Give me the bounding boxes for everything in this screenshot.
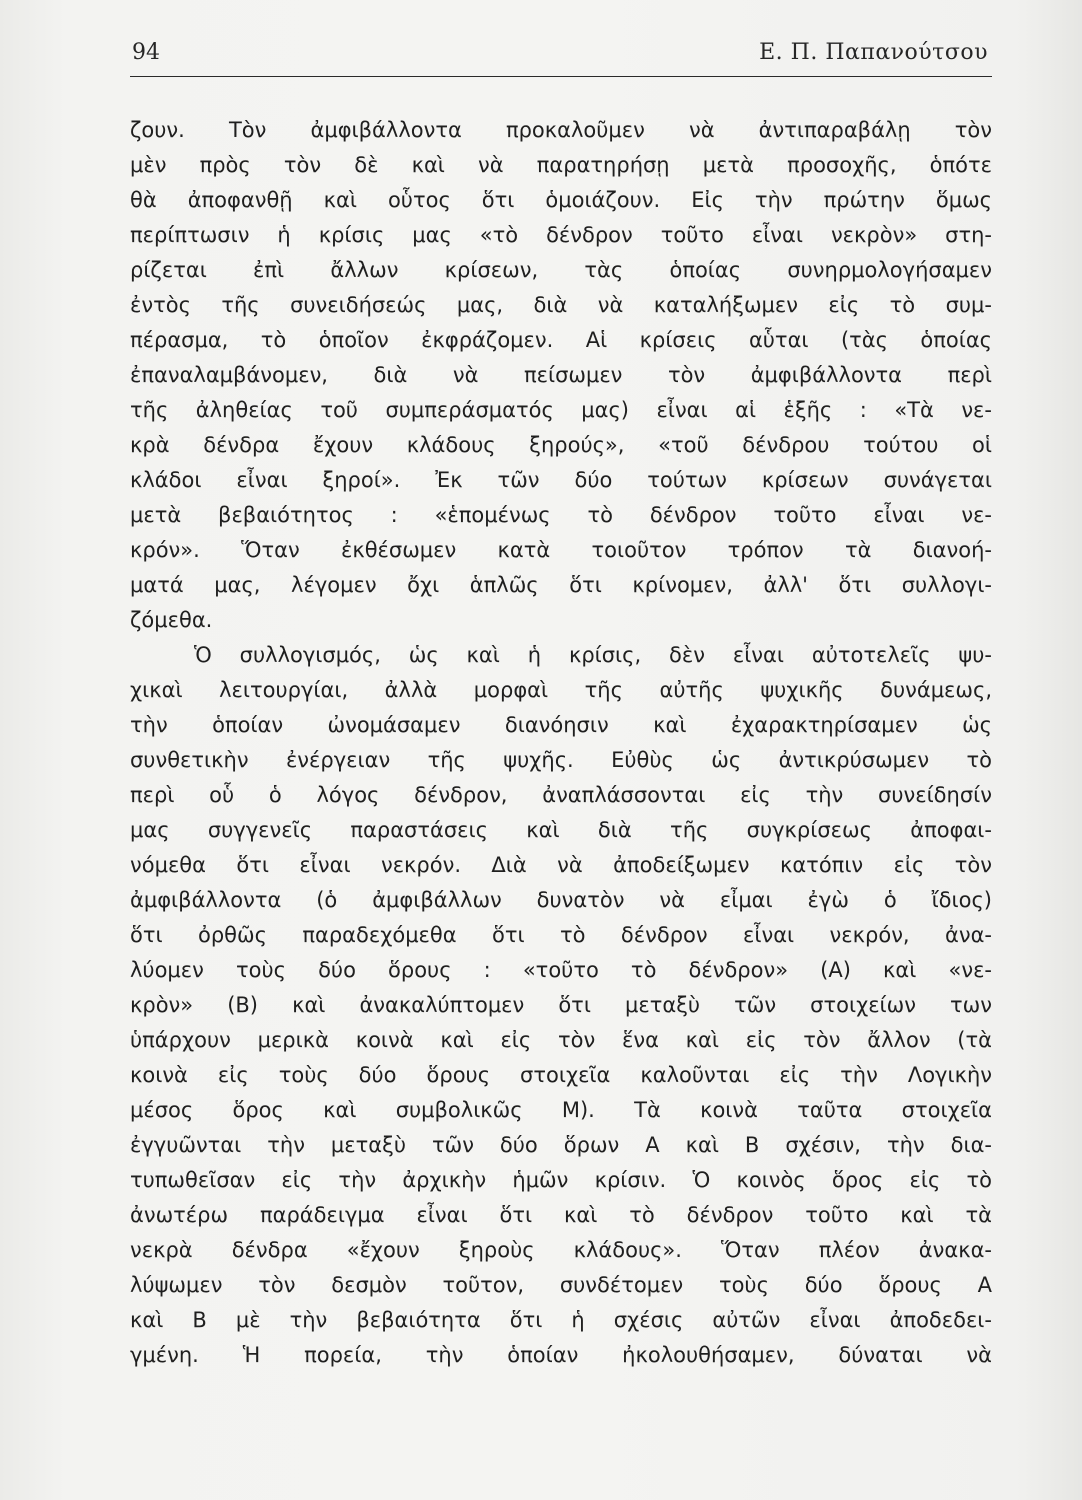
text-line: ἐπαναλαμβάνομεν, διὰ νὰ πείσωμεν τὸν ἀμφιβάλλοντα περὶ xyxy=(130,363,992,387)
text-line: χικαὶ λειτουργίαι, ἀλλὰ μορφαὶ τῆς αὐτῆς ψυχικῆς δυνάμεως, xyxy=(130,678,992,702)
text-line: συνθετικὴν ἐνέργειαν τῆς ψυχῆς. Εὐθὺς ὡς ἀντικρύσωμεν τὸ xyxy=(130,748,992,772)
page-header xyxy=(130,40,992,77)
paragraph-1 xyxy=(130,113,992,638)
text-line: ζουν. Τὸν ἀμφιβάλλοντα προκαλοῦμεν νὰ ἀντιπαραβάλῃ τὸν xyxy=(130,118,992,142)
text-line: γμένη. Ἡ πορεία, τὴν ὁποίαν ἠκολουθήσαμεν, δύναται νὰ xyxy=(130,1343,992,1367)
text-line: θὰ ἀποφανθῇ καὶ οὗτος ὅτι ὁμοιάζουν. Εἰς τὴν πρώτην ὅμως xyxy=(130,188,992,212)
text-line: ὅτι ὀρθῶς παραδεχόμεθα ὅτι τὸ δένδρον εἶναι νεκρόν, ἀνα- xyxy=(130,923,992,947)
text-line: κρὰ δένδρα ἔχουν κλάδους ξηρούς», «τοῦ δένδρου τούτου οἱ xyxy=(130,433,992,457)
text-line: τῆς ἀληθείας τοῦ συμπεράσματός μας) εἶναι αἱ ἑξῆς : «Τὰ νε- xyxy=(130,398,992,422)
running-head: Ε. Π. Παπανούτσου xyxy=(759,40,988,65)
text-line: ρίζεται ἐπὶ ἄλλων κρίσεων, τὰς ὁποίας συνηρμολογήσαμεν xyxy=(130,258,992,282)
text-line: κλάδοι εἶναι ξηροί». Ἐκ τῶν δύο τούτων κρίσεων συνάγεται xyxy=(130,468,992,492)
paragraph-2 xyxy=(130,638,992,1373)
text-line: μετὰ βεβαιότητος : «ἑπομένως τὸ δένδρον τοῦτο εἶναι νε- xyxy=(130,503,992,527)
text-line: ὑπάρχουν μερικὰ κοινὰ καὶ εἰς τὸν ἕνα καὶ εἰς τὸν ἄλλον (τὰ xyxy=(130,1028,992,1052)
text-line: νεκρὰ δένδρα «ἔχουν ξηροὺς κλάδους». Ὅταν πλέον ἀνακα- xyxy=(130,1238,992,1262)
text-line: περίπτωσιν ἡ κρίσις μας «τὸ δένδρον τοῦτο εἶναι νεκρὸν» στη- xyxy=(130,223,992,247)
text-line: τὴν ὁποίαν ὠνομάσαμεν διανόησιν καὶ ἐχαρακτηρίσαμεν ὡς xyxy=(130,713,992,737)
text-line: μας συγγενεῖς παραστάσεις καὶ διὰ τῆς συγκρίσεως ἀποφαι- xyxy=(130,818,992,842)
text-line: ζόμεθα. xyxy=(130,608,213,632)
text-line: λύψωμεν τὸν δεσμὸν τοῦτον, συνδέτομεν τοὺς δύο ὅρους Α xyxy=(130,1273,992,1297)
text-line: μέσος ὅρος καὶ συμβολικῶς Μ). Τὰ κοινὰ ταῦτα στοιχεῖα xyxy=(130,1098,992,1122)
text-line: πέρασμα, τὸ ὁποῖον ἐκφράζομεν. Αἱ κρίσεις αὗται (τὰς ὁποίας xyxy=(130,328,992,352)
text-line: ματά μας, λέγομεν ὄχι ἁπλῶς ὅτι κρίνομεν, ἀλλ' ὅτι συλλογι- xyxy=(130,573,992,597)
text-line: Ὁ συλλογισμός, ὡς καὶ ἡ κρίσις, δὲν εἶναι αὐτοτελεῖς ψυ- xyxy=(194,643,992,667)
text-line: κρόν». Ὅταν ἐκθέσωμεν κατὰ τοιοῦτον τρόπον τὰ διανοή- xyxy=(130,538,992,562)
text-line: νόμεθα ὅτι εἶναι νεκρόν. Διὰ νὰ ἀποδείξωμεν κατόπιν εἰς τὸν xyxy=(130,853,992,877)
text-line: κοινὰ εἰς τοὺς δύο ὅρους στοιχεῖα καλοῦνται εἰς τὴν Λογικὴν xyxy=(130,1063,992,1087)
text-line: ἐγγυῶνται τὴν μεταξὺ τῶν δύο ὅρων Α καὶ Β σχέσιν, τὴν δια- xyxy=(130,1133,992,1157)
text-line: τυπωθεῖσαν εἰς τὴν ἀρχικὴν ἡμῶν κρίσιν. Ὁ κοινὸς ὅρος εἰς τὸ xyxy=(130,1168,992,1192)
text-line: περὶ οὗ ὁ λόγος δένδρον, ἀναπλάσσονται εἰς τὴν συνείδησίν xyxy=(130,783,992,807)
text-line: λύομεν τοὺς δύο ὅρους : «τοῦτο τὸ δένδρον» (Α) καὶ «νε- xyxy=(130,958,992,982)
text-line: καὶ Β μὲ τὴν βεβαιότητα ὅτι ἡ σχέσις αὐτῶν εἶναι ἀποδεδει- xyxy=(130,1308,992,1332)
body-text xyxy=(130,113,992,1373)
text-line: ἐντὸς τῆς συνειδήσεώς μας, διὰ νὰ καταλήξωμεν εἰς τὸ συμ- xyxy=(130,293,992,317)
text-line: ἀνωτέρω παράδειγμα εἶναι ὅτι καὶ τὸ δένδρον τοῦτο καὶ τὰ xyxy=(130,1203,992,1227)
text-line: ἀμφιβάλλοντα (ὁ ἀμφιβάλλων δυνατὸν νὰ εἶμαι ἐγὼ ὁ ἴδιος) xyxy=(130,888,992,912)
text-line: μὲν πρὸς τὸν δὲ καὶ νὰ παρατηρήσῃ μετὰ προσοχῆς, ὁπότε xyxy=(130,153,992,177)
page-number: 94 xyxy=(132,40,160,65)
text-line: κρὸν» (Β) καὶ ἀνακαλύπτομεν ὅτι μεταξὺ τῶν στοιχείων των xyxy=(130,993,992,1017)
